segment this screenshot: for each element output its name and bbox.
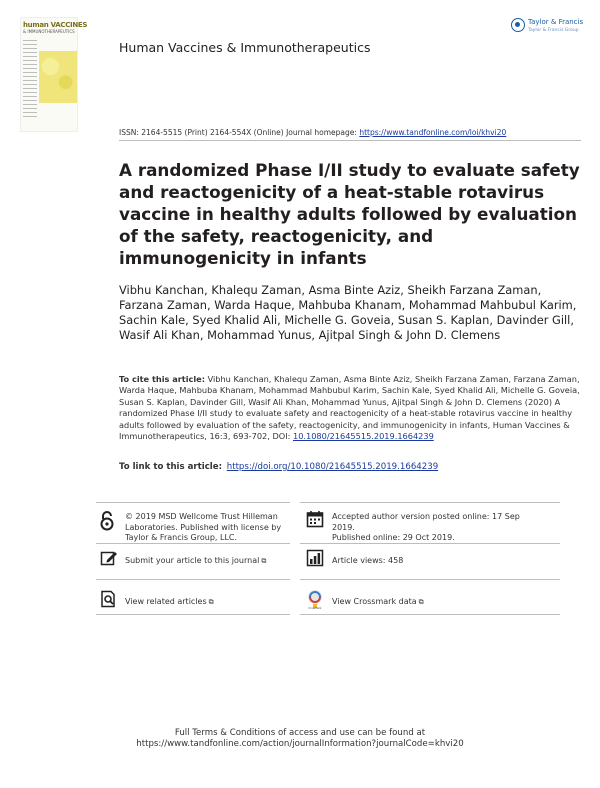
article-views: Article views: 458 (332, 556, 404, 565)
issn-line (119, 128, 506, 137)
cover-title: human VACCINES (23, 21, 88, 29)
crossmark-label: View Crossmark data (332, 597, 417, 606)
link-label: To link to this article: (119, 462, 223, 472)
crossmark-link[interactable] (332, 597, 424, 608)
date-info (332, 512, 532, 544)
open-access-icon (98, 510, 116, 528)
divider (300, 614, 560, 615)
cover-subtitle: & IMMUNOTHERAPEUTICS (23, 29, 75, 34)
external-link-icon: ⧉ (418, 598, 424, 606)
publisher-logo-sub: Taylor & Francis Group (528, 28, 579, 33)
divider (96, 502, 290, 503)
journal-title: Human Vaccines & Immunotherapeutics (119, 40, 371, 55)
divider (96, 579, 290, 580)
publisher-logo (511, 16, 591, 40)
related-articles-link[interactable] (125, 597, 214, 608)
svg-text:CrossMark: CrossMark (308, 606, 322, 610)
external-link-icon: ⧉ (261, 557, 267, 565)
divider (96, 614, 290, 615)
divider (300, 543, 560, 544)
calendar-icon (306, 510, 324, 528)
article-authors: Vibhu Kanchan, Khalequ Zaman, Asma Binte Aziz, Sheikh Farzana Zaman, Farzana Zaman, Warda Haque, Mahbuba Khanam, Mohammad Mahbubul Karim, Sachin Kale, Syed Khalid Ali, Michelle G. Goveia, Susan S. Kaplan, Davinder Gill, Wasif Ali Khan, Mohammad Yunus, Ajitpal Singh & John D. Clemens (119, 283, 577, 342)
article-title: A randomized Phase I/II study to evaluate safety and reactogenicity of a heat-stable rotavirus vaccine in healthy adults followed by evaluation of the safety, reactogenicity, and immunogenicity in infants (119, 160, 580, 268)
journal-cover-thumbnail (20, 17, 88, 132)
header-divider (119, 140, 581, 141)
publisher-logo-icon (511, 18, 525, 32)
footer-terms-url[interactable]: https://www.tandfonline.com/action/journalInformation?journalCode=khvi20 (136, 739, 464, 749)
article-doi-url[interactable]: https://doi.org/10.1080/21645515.2019.1664239 (226, 462, 439, 472)
cover-artwork (39, 51, 77, 103)
citation-block (119, 374, 587, 442)
doi-link[interactable]: 10.1080/21645515.2019.1664239 (292, 431, 434, 442)
external-link-icon: ⧉ (208, 598, 214, 606)
submit-article-link[interactable] (125, 556, 266, 567)
article-link-line (119, 462, 438, 472)
citation-text: Vibhu Kanchan, Khalequ Zaman, Asma Binte Aziz, Sheikh Farzana Zaman, Farzana Zaman, Warda Haque, Mahbuba Khanam, Mohammad Mahbubul Karim, Sachin Kale, Syed Khalid Ali, Michelle G. Goveia, Susan S. Kaplan, Davinder Gill, Wasif Ali Khan, Mohammad Yunus, Ajitpal Singh & John D. Clemens (2020) A randomized Phase I/II study to evaluate safety and reactogenicity of a heat-stable rotavirus vaccine in healthy adults followed by evaluation of the safety, reactogenicity, and immunogenicity in infants, Human Vaccines & Immunotherapeutics, 16:3, 693-702, DOI: (119, 374, 580, 442)
publisher-logo-name: Taylor & Francis (528, 18, 584, 26)
accepted-date: Accepted author version posted online: 17 Sep 2019. (332, 512, 520, 532)
issn-text: ISSN: 2164-5515 (Print) 2164-554X (Online) Journal homepage: (119, 128, 357, 137)
related-articles-label: View related articles (125, 597, 207, 606)
crossmark-icon (306, 589, 324, 610)
edit-icon (100, 549, 118, 567)
footer-terms: Full Terms & Conditions of access and use can be found at (174, 728, 426, 738)
divider (300, 502, 560, 503)
bar-chart-icon (306, 549, 324, 567)
license-text: © 2019 MSD Wellcome Trust Hilleman Laboratories. Published with license by Taylor & Francis Group, LLC. (125, 512, 282, 543)
divider (96, 543, 290, 544)
published-date: Published online: 29 Oct 2019. (332, 533, 455, 543)
submit-article-label: Submit your article to this journal (125, 556, 260, 565)
search-document-icon (100, 590, 118, 608)
divider (300, 579, 560, 580)
citation-label: To cite this article: (119, 374, 205, 384)
journal-homepage-link[interactable]: https://www.tandfonline.com/loi/khvi20 (359, 128, 507, 137)
